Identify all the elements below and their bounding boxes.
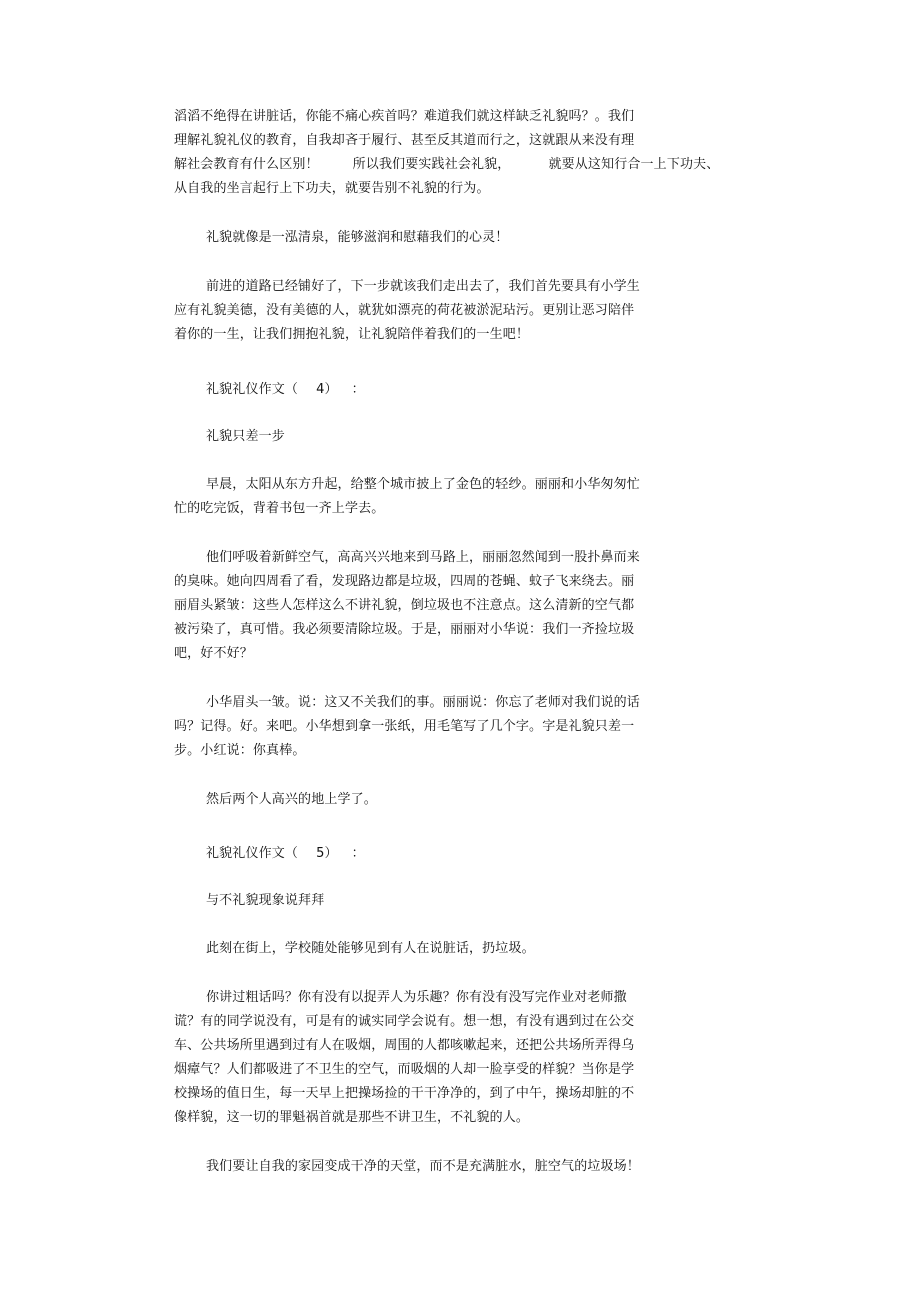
- text-line: 从自我的坐言起行上下功夫，就要告别不礼貌的行为。: [174, 181, 490, 196]
- heading-number: 4）: [316, 382, 338, 397]
- text-line: 他们呼吸着新鲜空气，高高兴兴地来到马路上，丽丽忽然闻到一股扑鼻而来: [206, 550, 640, 565]
- text-line: 早晨，太阳从东方升起，给整个城市披上了金色的轻纱。丽丽和小华匆匆忙: [206, 477, 640, 492]
- text-line: 烟瘴气？人们都吸进了不卫生的空气，而吸烟的人却一脸享受的样貌？当你是学: [174, 1062, 635, 1077]
- heading-text: 礼貌礼仪作文（: [206, 846, 299, 861]
- text-line: 然后两个人高兴的地上学了。: [206, 792, 377, 807]
- heading-text: 礼貌礼仪作文（: [206, 382, 299, 397]
- text-line: 吗？记得。好。来吧。小华想到拿一张纸，用毛笔写了几个字。字是礼貌只差一: [174, 719, 635, 734]
- heading-number: 5）: [316, 846, 338, 861]
- text-line: 的臭味。她向四周看了看，发现路边都是垃圾，四周的苍蝇、蚊子飞来绕去。丽: [174, 574, 635, 589]
- text-line: 我们要让自我的家园变成干净的天堂，而不是充满脏水，脏空气的垃圾场！: [206, 1159, 640, 1174]
- text-line: 被污染了，真可惜。我必须要清除垃圾。于是，丽丽对小华说：我们一齐捡垃圾: [174, 622, 635, 637]
- text-line: 礼貌就像是一泓清泉，能够滋润和慰藉我们的心灵！: [206, 230, 509, 245]
- text-line: 吧，好不好？: [174, 646, 253, 661]
- text-line: 着你的一生，让我们拥抱礼貌，让礼貌陪伴着我们的一生吧！: [174, 327, 530, 342]
- text-line: 前进的道路已经铺好了，下一步就该我们走出去了，我们首先要具有小学生: [206, 279, 640, 294]
- text-line: 谎？有的同学说没有，可是有的诚实同学会说有。想一想，有没有遇到过在公交: [174, 1014, 635, 1029]
- section-heading: [206, 845, 365, 863]
- text-line: 你讲过粗话吗？你有没有以捉弄人为乐趣？你有没有没写完作业对老师撒: [206, 990, 627, 1005]
- text-segment: 所以我们要实践社会礼貌，: [352, 157, 511, 172]
- heading-colon: ：: [351, 382, 365, 397]
- text-line: 此刻在街上，学校随处能够见到有人在说脏话，扔垃圾。: [206, 941, 535, 956]
- section-heading: [206, 381, 365, 399]
- text-line: 车、公共场所里遇到过有人在吸烟，周围的人都咳嗽起来，还把公共场所弄得乌: [174, 1038, 635, 1053]
- article-title: 与不礼貌现象说拜拜: [206, 893, 325, 908]
- text-line: 小华眉头一皱。说：这又不关我们的事。丽丽说：你忘了老师对我们说的话: [206, 695, 640, 710]
- article-title: 礼貌只差一步: [206, 429, 285, 444]
- text-line: 像样貌，这一切的罪魁祸首就是那些不讲卫生，不礼貌的人。: [174, 1110, 530, 1125]
- text-line: 步。小红说：你真棒。: [174, 743, 306, 758]
- text-segment: 解社会教育有什么区别！: [174, 157, 319, 172]
- text-line: 校操场的值日生，每一天早上把操场捡的干干净净的，到了中午，操场却脏的不: [174, 1086, 635, 1101]
- text-segment: 就要从这知行合一上下功夫、: [548, 157, 720, 172]
- text-line: 理解礼貌礼仪的教育，自我却吝于履行、甚至反其道而行之，这就跟从来没有理: [174, 133, 635, 148]
- text-line: 滔滔不绝得在讲脏话，你能不痛心疾首吗？难道我们就这样缺乏礼貌吗？。我们: [174, 109, 635, 124]
- heading-colon: ：: [351, 846, 365, 861]
- text-line: 忙的吃完饭，背着书包一齐上学去。: [174, 501, 385, 516]
- text-line: 丽眉头紧皱：这些人怎样这么不讲礼貌，倒垃圾也不注意点。这么清新的空气都: [174, 598, 635, 613]
- text-line: [174, 156, 719, 174]
- text-line: 应有礼貌美德，没有美德的人，就犹如漂亮的荷花被淤泥玷污。更别让恶习陪伴: [174, 303, 635, 318]
